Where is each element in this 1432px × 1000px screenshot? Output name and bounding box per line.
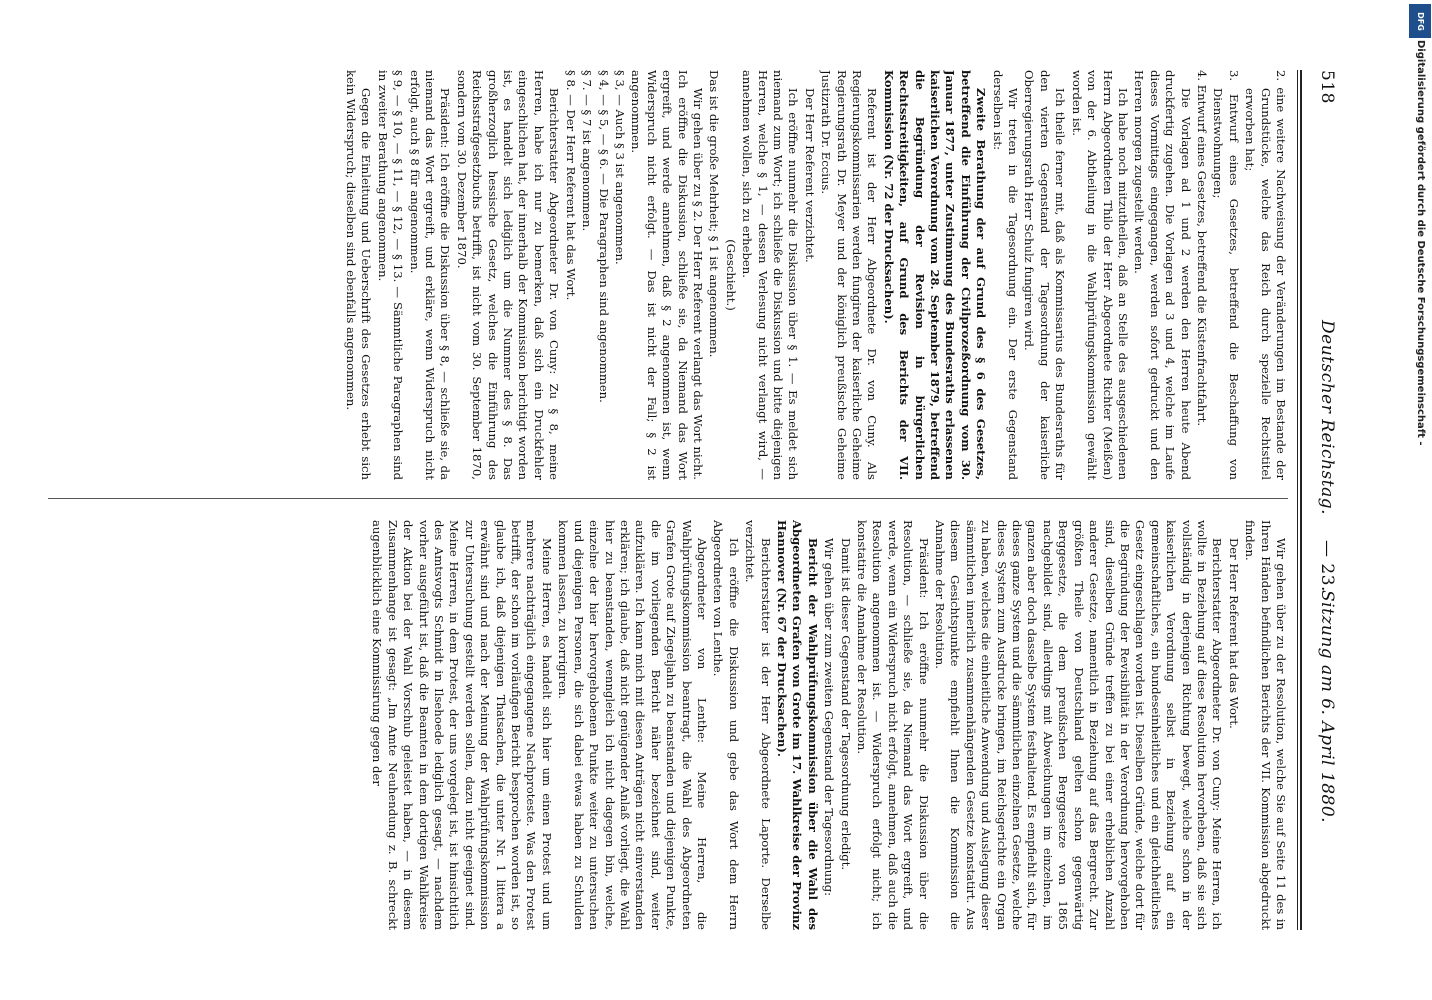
paragraph: § 8. — Der Herr Referent hat das Wort. [563, 70, 578, 301]
right-text-column [38, 520, 1288, 930]
paragraph: (Geschieht.) [723, 239, 738, 311]
paragraph: Ich eröffne nunmehr die Diskussion über § 1. — Es meldet sich niemand zum Wort; ich schließe die Diskussion und bitte diejenigen Herren, welche § 1, — dessen Verlesung nicht verlangt wird, — annehmen wollen, sich zu erheben. [740, 70, 801, 480]
paragraph: Präsident: Ich eröffne die Diskussion über § 8, — schließe sie, da niemand das Wort ergreift, und erkläre, wenn Widerspruch nicht erfolgt, auch § 8 für angenommen. [407, 70, 453, 480]
paragraph: § 9, — § 10, — § 11, — § 12, — § 13. — Sämmtliche Paragraphen sind in zweiter Berathung angenommen. [375, 70, 406, 480]
digitization-credit-text: Digitalisierung gefördert durch die Deutsche Forschungsgemeinschaft - [1415, 40, 1426, 446]
paragraph: Referent ist der Herr Abgeordnete Dr. von Cuny. Als Regierungskommissarien werden fungiren der kaiserliche Geheime Regierungsrath Dr. Meyer und der königlich preußische Geheime Justizrath Dr. Eccius. [819, 70, 880, 480]
paragraph: Ich eröffne die Diskussion und gebe das Wort dem Herrn Abgeordneten von Lenthe. [711, 520, 741, 930]
paragraph: Berichterstatter Abgeordneter Dr. von Cuny: Zu § 8, meine Herren, habe ich nur zu bemerken, daß sich ein Druckfehler eingeschlichen hat, der innerhalb der Kommission berichtigt worden ist, es handelt sich lediglich um die Nummer des § 8. Das großherzoglich hessische Gesetz, welches die Einführung des Reichsstrafgesetzbuchs betrifft, ist nicht vom 30. September 1870, sondern vom 30. Dezember 1870. [454, 70, 562, 480]
paragraph: Wir gehen über zu der Resolution, welche Sie auf Seite 11 des in Ihren Händen befindlichen Berichts der VII. Kommission abgedruckt finden. [1243, 520, 1288, 930]
header-rule-thin [1297, 70, 1298, 930]
paragraph: Gegen die Einleitung und Ueberschrift des Gesetzes erhebt sich kein Widerspruch; dieselben sind ebenfalls angenommen. [344, 70, 374, 480]
header-title-left: Deutscher Reichstag. [1317, 320, 1337, 515]
paragraph: Wir gehen über zu § 2. Der Herr Referent verlangt das Wort nicht. Ich eröffne die Diskussion, schließe sie, da Niemand das Wort ergreift, und werde annehmen, daß § 2 angenommen ist, wenn Widerspruch nicht erfolgt. — Das ist nicht der Fall; § 2 ist angenommen. [629, 70, 705, 480]
paragraph: Wir gehen über zum zweiten Gegenstand der Tagesordnung: [822, 538, 837, 897]
paragraph: 2. eine weitere Nachweisung der Veränderungen im Bestande der Grundstücke, welche das Reich durch spezielle Rechtstitel erworben hat; [1243, 70, 1288, 480]
paragraph: Präsident: Ich eröffne nunmehr die Diskussion über die Resolution, — schließe sie, da Niemand das Wort ergreift, und werde, wenn ein Widerspruch nicht erfolgt, annehmen, daß auch die Resolution angenommen ist. — Widerspruch erfolgt nicht; ich konstatire die Annahme der Resolution. [855, 520, 931, 930]
agenda-heading: Zweite Berathung der auf Grund des § 6 des Gesetzes, betreffend die Einführung der Civilprozeßordnung vom 30. Januar 1877, unter Zustimmung des Bundesraths erlassenen kaiserlichen Verordnung vom 28. September 1879, betreffend die Begründung der Revision in bürgerlichen Rechtsstreitigkeiten, auf Grund des Berichts der VII. Kommission (Nr. 72 der Drucksachen). [881, 70, 989, 480]
header-rule [1300, 70, 1302, 930]
left-text-column [38, 70, 1288, 480]
digitization-credit [1412, 40, 1428, 980]
header-separator: — 23. [1317, 540, 1337, 592]
paragraph: § 3, — Auch § 3 ist angenommen. [612, 70, 627, 265]
paragraph: Berichterstatter ist der Herr Abgeordnete Laporte. Derselbe verzichtet. [743, 520, 773, 930]
paragraph: 4. Entwurf eines Gesetzes, betreffend die Küstenfrachtfahrt. [1194, 70, 1209, 427]
paragraph: Die Vorlagen ad 1 und 2 werden den Herren heute Abend druckfertig zugehen. Die Vorlagen ad 3 und 4, welche im Laufe dieses Vormittags eingegangen, werden sofort gedruckt und den Herren morgen zugestellt werden. [1132, 70, 1193, 480]
paragraph: Abgeordneter von Lenthe: Meine Herren, die Wahlprüfungskommission beantragt, die Wahl des Abgeordneten Grafen Grote auf Ziegeljahn zu beanstanden und diejenigen Punkte, die im vorliegenden Bericht näher bezeichnet sind, weiter aufzuklären. Ich kann mich mit diesen Anträgen nicht einverstanden erklären; ich glaube, daß nicht genügender Anlaß vorliegt, die Wahl hier zu beanstanden, wenngleich ich nicht dagegen bin, welche, einzelne der hier hervorgehobenen Punkte weiter zu untersuchen und diejenigen Personen, die sich dabei etwas haben zu Schulden kommen lassen, zu korrigiren. [556, 520, 709, 930]
paragraph: 3. Entwurf eines Gesetzes, betreffend die Beschaffung von Dienstwohnungen; [1211, 70, 1241, 480]
header-title-right: Sitzung am 6. April 1880. [1317, 590, 1337, 824]
dfg-logo-text: DFG [1415, 11, 1425, 31]
column-divider [48, 498, 1288, 499]
page-header [1305, 70, 1345, 930]
dfg-logo [1409, 4, 1431, 38]
paragraph: § 7. — § 7 ist angenommen. [580, 70, 595, 232]
paragraph: Wir treten in die Tagesordnung ein. Der erste Gegenstand derselben ist: [990, 70, 1021, 480]
paragraph: Der Herr Referent hat das Wort. [1226, 538, 1241, 729]
paragraph: Damit ist dieser Gegenstand der Tagesordnung erledigt. [838, 538, 853, 871]
paragraph: Ich habe noch mitzutheilen, daß an Stelle des ausgeschiedenen Herrn Abgeordneten Thilo der Herr Abgeordnete Richter (Meißen) von der 6. Abtheilung in die Wahlprüfungskommission gewählt worden ist. [1069, 70, 1130, 480]
paragraph: Berichterstatter Abgeordneter Dr. von Cuny: Meine Herren, ich wollte in Beziehung auf diese Resolution hervorheben, daß sie sich vollständig in derjenigen Richtung bewegt, welche schon in der kaiserlichen Verordnung selbst in Beziehung auf ein gemeinschaftliches, ein bundeseinheitliches und ein gleichheitliches Gesetz eingeschlagen worden ist. Dieselben Gründe, welche dort für die Begründung der Revisibilität in der Verordnung hervorgehoben sind, dieselben Gründe treffen zu bei einer erheblichen Anzahl anderer Gesetze, namentlich in Beziehung auf das Bergrecht. Zur größten Theile von Deutschland gelten schon gegenwärtig Berggesetze, die dem preußischen Berggesetze von 1865 nachgebildet sind, allerdings mit Abweichungen im einzelnen, im ganzen aber doch dasselbe System festhaltend. Es empfiehlt sich, für dieses ganze System und die sämmtlichen einzelnen Gesetze, welche dieses System zum Ausdrucke bringen, im Reichsgerichte ein Organ zu haben, welches die einheitliche Anwendung und Auslegung dieser sämmtlichen innerlich zusammenhängenden Gesetze konstatirt. Aus diesem Gesichtspunkte empfiehlt Ihnen die Kommission die Annahme der Resolution. [933, 520, 1225, 930]
paragraph: § 4, — § 5, — § 6. — Die Paragraphen sind angenommen. [596, 70, 611, 403]
paragraph: Der Herr Referent verzichtet. [802, 88, 817, 263]
paragraph: Das ist die große Mehrheit; § 1 ist angenommen. [707, 70, 722, 358]
page-number: 518 [1317, 70, 1337, 104]
paragraph: Meine Herren, es handelt sich hier um einen Protest und um mehrere nachträglich eingegangene Nachproteste. Was den Protest betrifft, der schon im vorläufigen Bericht besprochen worden ist, so glaube ich, daß diejenigen Thatsachen, die unter Nr. 1 littera a erwähnt sind und nach der Meinung der Wahlprüfungskommission zur Untersuchung gestellt werden sollen, dazu nicht geeignet sind. Meine Herren, in dem Protest, der uns vorgelegt ist, ist hinsichtlich des Amtsvogts Schmidt in Ilsehoede lediglich gesagt, — nachdem vorher ausgeführt ist, daß die Beamten in dem dortigen Wahlkreise der Aktion bei der Wahl Vorschub geleistet haben, — in diesem Zusammenhange ist gesagt: „Im Amte Neuhendung z. B. schreckt augenblicklich eine Kommissirung gegen der [370, 520, 554, 930]
agenda-heading: Bericht der Wahlprüfungskommission über die Wahl des Abgeordneten Grafen von Grote im 17. Wahlkreise der Provinz Hannover (Nr. 67 der Drucksachen). [775, 520, 820, 930]
paragraph: Ich theile ferner mit, daß als Kommissarius des Bundesraths für den vierten Gegenstand der Tagesordnung der kaiserliche Oberregierungsrath Herr Schulz fungiren wird. [1022, 70, 1068, 480]
